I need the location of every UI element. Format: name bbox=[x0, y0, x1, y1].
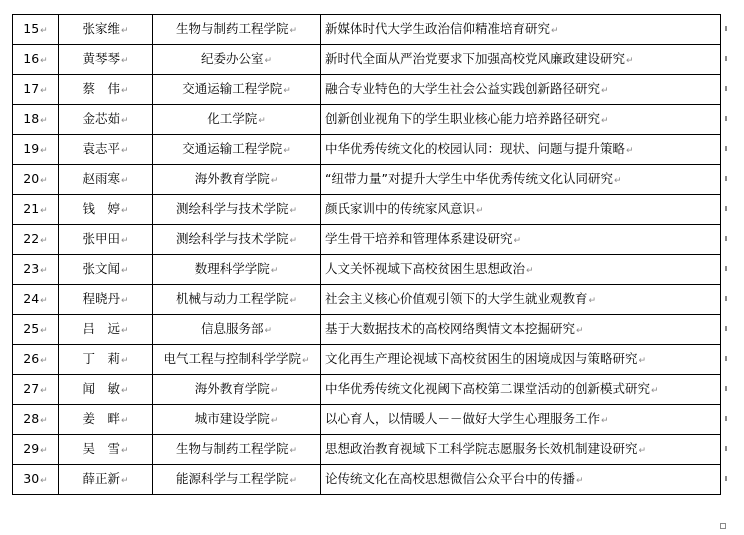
paragraph-mark-icon: ↵ bbox=[120, 445, 129, 456]
paragraph-mark-icon: ↵ bbox=[264, 55, 273, 66]
table-row bbox=[13, 375, 721, 405]
person-name-text: 黄琴琴 bbox=[82, 50, 120, 66]
project-topic-text: 基于大数据技术的高校网络舆情文本挖掘研究 bbox=[325, 320, 576, 336]
person-name-text: 赵雨寒 bbox=[82, 170, 120, 186]
department-cell bbox=[153, 405, 321, 435]
row-number-cell bbox=[13, 195, 59, 225]
row-end-marker bbox=[725, 386, 727, 391]
row-end-marker bbox=[725, 296, 727, 301]
table-row bbox=[13, 255, 721, 285]
row-number-text: 24 bbox=[23, 290, 40, 306]
row-number-text: 17 bbox=[23, 80, 40, 96]
paragraph-mark-icon: ↵ bbox=[40, 25, 48, 36]
person-name-text: 张文闻 bbox=[82, 260, 120, 276]
department-cell bbox=[153, 435, 321, 465]
project-table bbox=[12, 14, 721, 495]
project-topic-text: 以心育人，以情暖人－－做好大学生心理服务工作 bbox=[325, 410, 601, 426]
person-name-cell bbox=[59, 405, 153, 435]
paragraph-mark-icon: ↵ bbox=[526, 265, 534, 276]
department-cell bbox=[153, 255, 321, 285]
table-row bbox=[13, 15, 721, 45]
department-text: 信息服务部 bbox=[200, 320, 264, 336]
person-name-text: 丁 莉 bbox=[82, 350, 120, 366]
paragraph-mark-icon: ↵ bbox=[651, 385, 659, 396]
row-number-cell bbox=[13, 285, 59, 315]
project-topic-text: 人文关怀视域下高校贫困生思想政治 bbox=[325, 260, 526, 276]
project-table-body bbox=[13, 15, 721, 495]
paragraph-mark-icon: ↵ bbox=[120, 265, 129, 276]
table-row bbox=[13, 195, 721, 225]
row-end-marker bbox=[725, 116, 727, 121]
department-cell bbox=[153, 465, 321, 495]
project-topic-text: “纽带力量”对提升大学生中华优秀传统文化认同研究 bbox=[325, 170, 613, 186]
department-text: 海外教育学院 bbox=[194, 380, 270, 396]
paragraph-mark-icon: ↵ bbox=[289, 295, 298, 306]
table-end-marker bbox=[720, 523, 726, 529]
paragraph-mark-icon: ↵ bbox=[270, 175, 279, 186]
department-cell bbox=[153, 15, 321, 45]
table-row bbox=[13, 285, 721, 315]
project-topic-cell bbox=[321, 405, 721, 435]
project-topic-cell bbox=[321, 285, 721, 315]
table-row bbox=[13, 75, 721, 105]
paragraph-mark-icon: ↵ bbox=[120, 475, 129, 486]
person-name-cell bbox=[59, 195, 153, 225]
person-name-cell bbox=[59, 15, 153, 45]
person-name-cell bbox=[59, 105, 153, 135]
paragraph-mark-icon: ↵ bbox=[120, 205, 129, 216]
row-end-marker bbox=[725, 326, 727, 331]
paragraph-mark-icon: ↵ bbox=[270, 385, 279, 396]
paragraph-mark-icon: ↵ bbox=[40, 385, 48, 396]
project-topic-text: 学生骨干培养和管理体系建设研究 bbox=[325, 230, 513, 246]
row-number-text: 19 bbox=[23, 140, 40, 156]
project-topic-text: 颜氏家训中的传统家风意识 bbox=[325, 200, 476, 216]
row-end-marker bbox=[725, 416, 727, 421]
row-number-text: 25 bbox=[23, 320, 40, 336]
paragraph-mark-icon: ↵ bbox=[40, 55, 48, 66]
row-number-cell bbox=[13, 75, 59, 105]
person-name-text: 袁志平 bbox=[82, 140, 120, 156]
project-topic-cell bbox=[321, 375, 721, 405]
paragraph-mark-icon: ↵ bbox=[283, 145, 291, 156]
paragraph-mark-icon: ↵ bbox=[120, 175, 129, 186]
project-topic-text: 新媒体时代大学生政治信仰精准培育研究 bbox=[325, 20, 551, 36]
paragraph-mark-icon: ↵ bbox=[626, 145, 634, 156]
paragraph-mark-icon: ↵ bbox=[289, 205, 298, 216]
department-cell bbox=[153, 315, 321, 345]
department-text: 城市建设学院 bbox=[194, 410, 270, 426]
person-name-text: 闻 敏 bbox=[82, 380, 120, 396]
paragraph-mark-icon: ↵ bbox=[40, 295, 48, 306]
paragraph-mark-icon: ↵ bbox=[613, 175, 622, 186]
department-text: 能源科学与工程学院 bbox=[175, 470, 289, 486]
project-topic-text: 文化再生产理论视域下高校贫困生的困境成因与策略研究 bbox=[325, 350, 638, 366]
paragraph-mark-icon: ↵ bbox=[283, 85, 291, 96]
person-name-cell bbox=[59, 435, 153, 465]
row-end-marker bbox=[725, 206, 727, 211]
paragraph-mark-icon: ↵ bbox=[120, 115, 129, 126]
row-number-cell bbox=[13, 225, 59, 255]
row-number-text: 16 bbox=[23, 50, 40, 66]
paragraph-mark-icon: ↵ bbox=[601, 85, 609, 96]
person-name-text: 钱 婷 bbox=[82, 200, 120, 216]
row-end-marker bbox=[725, 266, 727, 271]
paragraph-mark-icon: ↵ bbox=[40, 355, 48, 366]
paragraph-mark-icon: ↵ bbox=[120, 25, 129, 36]
person-name-text: 张家维 bbox=[82, 20, 120, 36]
paragraph-mark-icon: ↵ bbox=[120, 145, 129, 156]
person-name-text: 张甲田 bbox=[82, 230, 120, 246]
project-topic-text: 新时代全面从严治党要求下加强高校党风廉政建设研究 bbox=[325, 50, 626, 66]
department-cell bbox=[153, 375, 321, 405]
project-topic-cell bbox=[321, 435, 721, 465]
paragraph-mark-icon: ↵ bbox=[40, 205, 48, 216]
paragraph-mark-icon: ↵ bbox=[120, 85, 129, 96]
row-end-marker bbox=[725, 236, 727, 241]
row-end-marker bbox=[725, 176, 727, 181]
row-number-text: 15 bbox=[23, 20, 40, 36]
person-name-text: 程晓丹 bbox=[82, 290, 120, 306]
table-row bbox=[13, 135, 721, 165]
paragraph-mark-icon: ↵ bbox=[120, 295, 129, 306]
row-number-cell bbox=[13, 135, 59, 165]
row-end-marker bbox=[725, 476, 727, 481]
person-name-cell bbox=[59, 375, 153, 405]
person-name-cell bbox=[59, 465, 153, 495]
row-number-cell bbox=[13, 375, 59, 405]
row-number-text: 30 bbox=[23, 470, 40, 486]
person-name-text: 姜 畔 bbox=[82, 410, 120, 426]
table-row bbox=[13, 405, 721, 435]
department-cell bbox=[153, 135, 321, 165]
project-topic-text: 创新创业视角下的学生职业核心能力培养路径研究 bbox=[325, 110, 601, 126]
row-end-marker bbox=[725, 446, 727, 451]
paragraph-mark-icon: ↵ bbox=[40, 175, 48, 186]
paragraph-mark-icon: ↵ bbox=[40, 325, 48, 336]
paragraph-mark-icon: ↵ bbox=[289, 235, 298, 246]
row-number-cell bbox=[13, 255, 59, 285]
paragraph-mark-icon: ↵ bbox=[120, 55, 129, 66]
project-topic-text: 思想政治教育视域下工科学院志愿服务长效机制建设研究 bbox=[325, 440, 638, 456]
department-cell bbox=[153, 345, 321, 375]
paragraph-mark-icon: ↵ bbox=[513, 235, 522, 246]
department-text: 数理科学学院 bbox=[194, 260, 270, 276]
table-row bbox=[13, 345, 721, 375]
department-text: 海外教育学院 bbox=[194, 170, 270, 186]
row-number-text: 23 bbox=[23, 260, 40, 276]
table-row bbox=[13, 225, 721, 255]
project-topic-text: 中华优秀传统文化视阈下高校第二课堂活动的创新模式研究 bbox=[325, 380, 651, 396]
paragraph-mark-icon: ↵ bbox=[270, 415, 279, 426]
paragraph-mark-icon: ↵ bbox=[120, 325, 129, 336]
paragraph-mark-icon: ↵ bbox=[626, 55, 634, 66]
person-name-cell bbox=[59, 75, 153, 105]
row-number-text: 18 bbox=[23, 110, 40, 126]
department-text: 交通运输工程学院 bbox=[182, 140, 283, 156]
paragraph-mark-icon: ↵ bbox=[551, 25, 559, 36]
paragraph-mark-icon: ↵ bbox=[576, 475, 584, 486]
project-topic-cell bbox=[321, 225, 721, 255]
project-topic-cell bbox=[321, 135, 721, 165]
person-name-text: 吴 雪 bbox=[82, 440, 120, 456]
department-text: 测绘科学与技术学院 bbox=[175, 230, 289, 246]
project-topic-text: 中华优秀传统文化的校园认同：现状、问题与提升策略 bbox=[325, 140, 626, 156]
department-text: 电气工程与控制科学学院 bbox=[163, 350, 301, 366]
paragraph-mark-icon: ↵ bbox=[476, 205, 484, 216]
person-name-cell bbox=[59, 345, 153, 375]
row-number-cell bbox=[13, 45, 59, 75]
project-topic-cell bbox=[321, 15, 721, 45]
paragraph-mark-icon: ↵ bbox=[40, 85, 48, 96]
row-number-cell bbox=[13, 165, 59, 195]
project-topic-cell bbox=[321, 465, 721, 495]
table-row bbox=[13, 45, 721, 75]
department-text: 生物与制药工程学院 bbox=[175, 20, 289, 36]
department-text: 纪委办公室 bbox=[200, 50, 264, 66]
project-topic-text: 社会主义核心价值观引领下的大学生就业观教育 bbox=[325, 290, 588, 306]
person-name-cell bbox=[59, 315, 153, 345]
row-end-marker bbox=[725, 26, 727, 31]
person-name-cell bbox=[59, 45, 153, 75]
paragraph-mark-icon: ↵ bbox=[40, 475, 48, 486]
row-number-text: 26 bbox=[23, 350, 40, 366]
project-topic-cell bbox=[321, 165, 721, 195]
project-topic-cell bbox=[321, 45, 721, 75]
department-text: 交通运输工程学院 bbox=[182, 80, 283, 96]
table-row bbox=[13, 315, 721, 345]
paragraph-mark-icon: ↵ bbox=[40, 115, 48, 126]
project-topic-cell bbox=[321, 195, 721, 225]
row-number-cell bbox=[13, 105, 59, 135]
paragraph-mark-icon: ↵ bbox=[40, 145, 48, 156]
row-end-marker bbox=[725, 146, 727, 151]
person-name-text: 吕 远 bbox=[82, 320, 120, 336]
person-name-cell bbox=[59, 225, 153, 255]
department-text: 测绘科学与技术学院 bbox=[175, 200, 289, 216]
table-row bbox=[13, 105, 721, 135]
department-cell bbox=[153, 225, 321, 255]
person-name-text: 金芯茹 bbox=[82, 110, 120, 126]
paragraph-mark-icon: ↵ bbox=[40, 235, 48, 246]
department-cell bbox=[153, 75, 321, 105]
table-row bbox=[13, 465, 721, 495]
paragraph-mark-icon: ↵ bbox=[120, 235, 129, 246]
project-topic-text: 融合专业特色的大学生社会公益实践创新路径研究 bbox=[325, 80, 601, 96]
person-name-cell bbox=[59, 135, 153, 165]
department-text: 机械与动力工程学院 bbox=[175, 290, 289, 306]
row-number-cell bbox=[13, 15, 59, 45]
project-topic-text: 论传统文化在高校思想微信公众平台中的传播 bbox=[325, 470, 576, 486]
paragraph-mark-icon: ↵ bbox=[576, 325, 584, 336]
project-topic-cell bbox=[321, 255, 721, 285]
table-row bbox=[13, 165, 721, 195]
row-number-cell bbox=[13, 345, 59, 375]
paragraph-mark-icon: ↵ bbox=[40, 445, 48, 456]
person-name-cell bbox=[59, 285, 153, 315]
paragraph-mark-icon: ↵ bbox=[601, 115, 609, 126]
row-number-cell bbox=[13, 405, 59, 435]
paragraph-mark-icon: ↵ bbox=[258, 115, 266, 126]
paragraph-mark-icon: ↵ bbox=[120, 355, 129, 366]
project-topic-cell bbox=[321, 345, 721, 375]
row-number-text: 22 bbox=[23, 230, 40, 246]
department-text: 化工学院 bbox=[207, 110, 258, 126]
row-end-marker bbox=[725, 56, 727, 61]
paragraph-mark-icon: ↵ bbox=[289, 25, 298, 36]
paragraph-mark-icon: ↵ bbox=[588, 295, 597, 306]
person-name-cell bbox=[59, 165, 153, 195]
row-number-text: 29 bbox=[23, 440, 40, 456]
paragraph-mark-icon: ↵ bbox=[120, 415, 129, 426]
table-row bbox=[13, 435, 721, 465]
project-topic-cell bbox=[321, 105, 721, 135]
paragraph-mark-icon: ↵ bbox=[40, 265, 48, 276]
department-cell bbox=[153, 105, 321, 135]
row-number-cell bbox=[13, 435, 59, 465]
row-number-text: 27 bbox=[23, 380, 40, 396]
project-topic-cell bbox=[321, 315, 721, 345]
row-number-text: 21 bbox=[23, 200, 40, 216]
paragraph-mark-icon: ↵ bbox=[638, 355, 647, 366]
paragraph-mark-icon: ↵ bbox=[264, 325, 273, 336]
row-number-text: 20 bbox=[23, 170, 40, 186]
row-number-text: 28 bbox=[23, 410, 40, 426]
person-name-text: 薛正新 bbox=[82, 470, 120, 486]
department-cell bbox=[153, 165, 321, 195]
paragraph-mark-icon: ↵ bbox=[289, 475, 298, 486]
row-end-marker bbox=[725, 86, 727, 91]
paragraph-mark-icon: ↵ bbox=[40, 415, 48, 426]
department-cell bbox=[153, 45, 321, 75]
row-end-marker bbox=[725, 356, 727, 361]
person-name-cell bbox=[59, 255, 153, 285]
department-text: 生物与制药工程学院 bbox=[175, 440, 289, 456]
paragraph-mark-icon: ↵ bbox=[638, 445, 647, 456]
paragraph-mark-icon: ↵ bbox=[601, 415, 609, 426]
department-cell bbox=[153, 195, 321, 225]
row-number-cell bbox=[13, 315, 59, 345]
paragraph-mark-icon: ↵ bbox=[120, 385, 129, 396]
person-name-text: 蔡 伟 bbox=[82, 80, 120, 96]
paragraph-mark-icon: ↵ bbox=[270, 265, 279, 276]
row-number-cell bbox=[13, 465, 59, 495]
paragraph-mark-icon: ↵ bbox=[301, 355, 310, 366]
paragraph-mark-icon: ↵ bbox=[289, 445, 298, 456]
department-cell bbox=[153, 285, 321, 315]
project-topic-cell bbox=[321, 75, 721, 105]
